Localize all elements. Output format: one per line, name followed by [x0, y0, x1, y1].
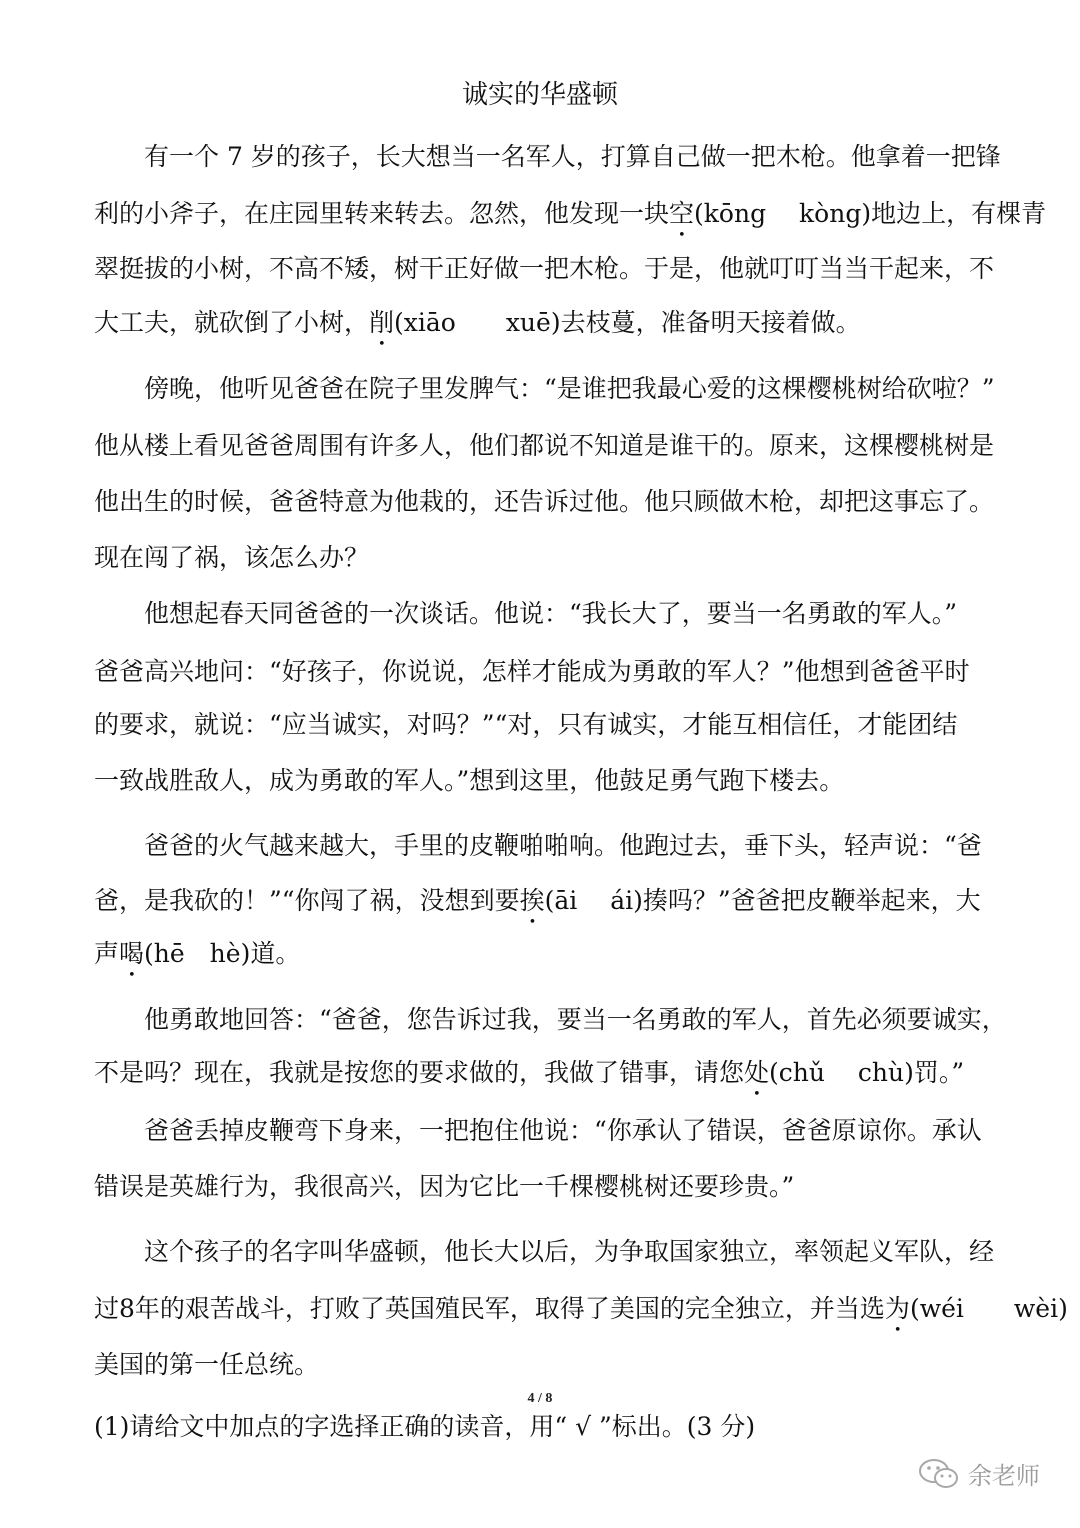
line-text: 翠挺拔的小树，不高不矮，树干正好做一把木枪。于是，他就叮叮当当干起来，不: [94, 254, 995, 283]
line-text: 有一个 7 岁的孩子，长大想当一名军人，打算自己做一把木枪。他拿着一把锋: [144, 142, 1001, 171]
text-line: [94, 708, 1024, 742]
line-text: 爸爸高兴地问：“好孩子，你说说，怎样才能成为勇敢的军人？”他想到爸爸平时: [94, 657, 970, 686]
text-line: [144, 1003, 1074, 1037]
dotted-character: 为: [884, 1294, 910, 1323]
line-text-continued: (chǔ chù)罚。”: [769, 1058, 965, 1087]
text-line: [144, 1114, 1074, 1148]
line-text: 美国的第一任总统。: [94, 1350, 320, 1379]
text-line: [94, 1348, 1024, 1382]
line-text: 他出生的时候，爸爸特意为他栽的，还告诉过他。他只顾做木枪，却把这事忘了。: [94, 487, 995, 516]
dotted-character: 喝: [119, 939, 145, 968]
text-line: [94, 252, 1024, 286]
wechat-icon: [918, 1458, 960, 1490]
text-line: [94, 764, 1024, 798]
text-line: [144, 1235, 1074, 1269]
dotted-character: 处: [744, 1058, 770, 1087]
text-line: [94, 1056, 1024, 1102]
line-text: 他从楼上看见爸爸周围有许多人，他们都说不知道是谁干的。原来，这棵樱桃树是: [94, 431, 995, 460]
text-line: [144, 140, 1074, 174]
text-line: [94, 1292, 1068, 1338]
line-text: 大工夫，就砍倒了小树，: [94, 308, 370, 337]
line-text: 过8年的艰苦战斗，打败了英国殖民军，取得了美国的完全独立，并当选: [94, 1294, 885, 1323]
line-text: 的要求，就说：“应当诚实，对吗？”“对，只有诚实，才能互相信任，才能团结: [94, 710, 958, 739]
line-text-continued: (xiāo xuē)去枝蔓，准备明天接着做。: [394, 308, 861, 337]
text-line: [144, 372, 1074, 406]
line-text-continued: (hē hè)道。: [144, 939, 301, 968]
line-text: 利的小斧子，在庄园里转来转去。忽然，他发现一块: [94, 199, 670, 228]
text-line: [144, 829, 1074, 863]
text-line: [94, 306, 1024, 352]
text-line: [94, 197, 1047, 243]
line-text: 傍晚，他听见爸爸在院子里发脾气：“是谁把我最心爱的这棵樱桃树给砍啦？”: [144, 374, 995, 403]
line-text-continued: (kōng kòng)地边上，有棵青: [694, 199, 1047, 228]
page-number: 4 / 8: [527, 1391, 553, 1406]
line-text: 现在闯了祸，该怎么办？: [94, 543, 370, 572]
line-text: 他想起春天同爸爸的一次谈话。他说：“我长大了，要当一名勇敢的军人。”: [144, 599, 958, 628]
text-line: [94, 541, 1024, 575]
dotted-character: 挨: [519, 886, 545, 915]
dotted-character: 削: [369, 308, 395, 337]
text-line: [94, 884, 1024, 930]
line-text-continued: (āi ái)揍吗？”爸爸把皮鞭举起来，大: [544, 886, 981, 915]
article-title: 诚实的华盛顿: [461, 80, 618, 110]
text-line: [94, 485, 1024, 519]
line-text: 爸爸丢掉皮鞭弯下身来，一把抱住他说：“你承认了错误，爸爸原谅你。承认: [144, 1116, 982, 1145]
line-text: 一致战胜敌人，成为勇敢的军人。”想到这里，他鼓足勇气跑下楼去。: [94, 766, 845, 795]
line-text: 错误是英雄行为，我很高兴，因为它比一千棵樱桃树还要珍贵。”: [94, 1172, 795, 1201]
text-line: [94, 937, 1024, 983]
line-text: 爸，是我砍的！”“你闯了祸，没想到要: [94, 886, 520, 915]
text-line: [94, 1170, 1024, 1204]
line-text: 爸爸的火气越来越大，手里的皮鞭啪啪响。他跑过去，垂下头，轻声说：“爸: [144, 831, 982, 860]
text-line: [144, 597, 1074, 631]
line-text-continued: (wéi wèi): [909, 1294, 1068, 1323]
watermark: [918, 1456, 1040, 1491]
line-text: 声: [94, 939, 120, 968]
line-text: 这个孩子的名字叫华盛顿，他长大以后，为争取国家独立，率领起义军队，经: [144, 1237, 995, 1266]
line-text: 不是吗？现在，我就是按您的要求做的，我做了错事，请您: [94, 1058, 745, 1087]
text-line: [94, 429, 1024, 463]
line-text: (1)请给文中加点的字选择正确的读音，用“ √ ”标出。(3 分): [94, 1412, 756, 1441]
watermark-text: 余老师: [968, 1462, 1040, 1490]
text-line: [94, 1410, 1024, 1444]
line-text: 他勇敢地回答：“爸爸，您告诉过我，要当一名勇敢的军人，首先必须要诚实，: [144, 1005, 1007, 1034]
text-line: [94, 655, 1024, 689]
dotted-character: 空: [669, 199, 695, 228]
